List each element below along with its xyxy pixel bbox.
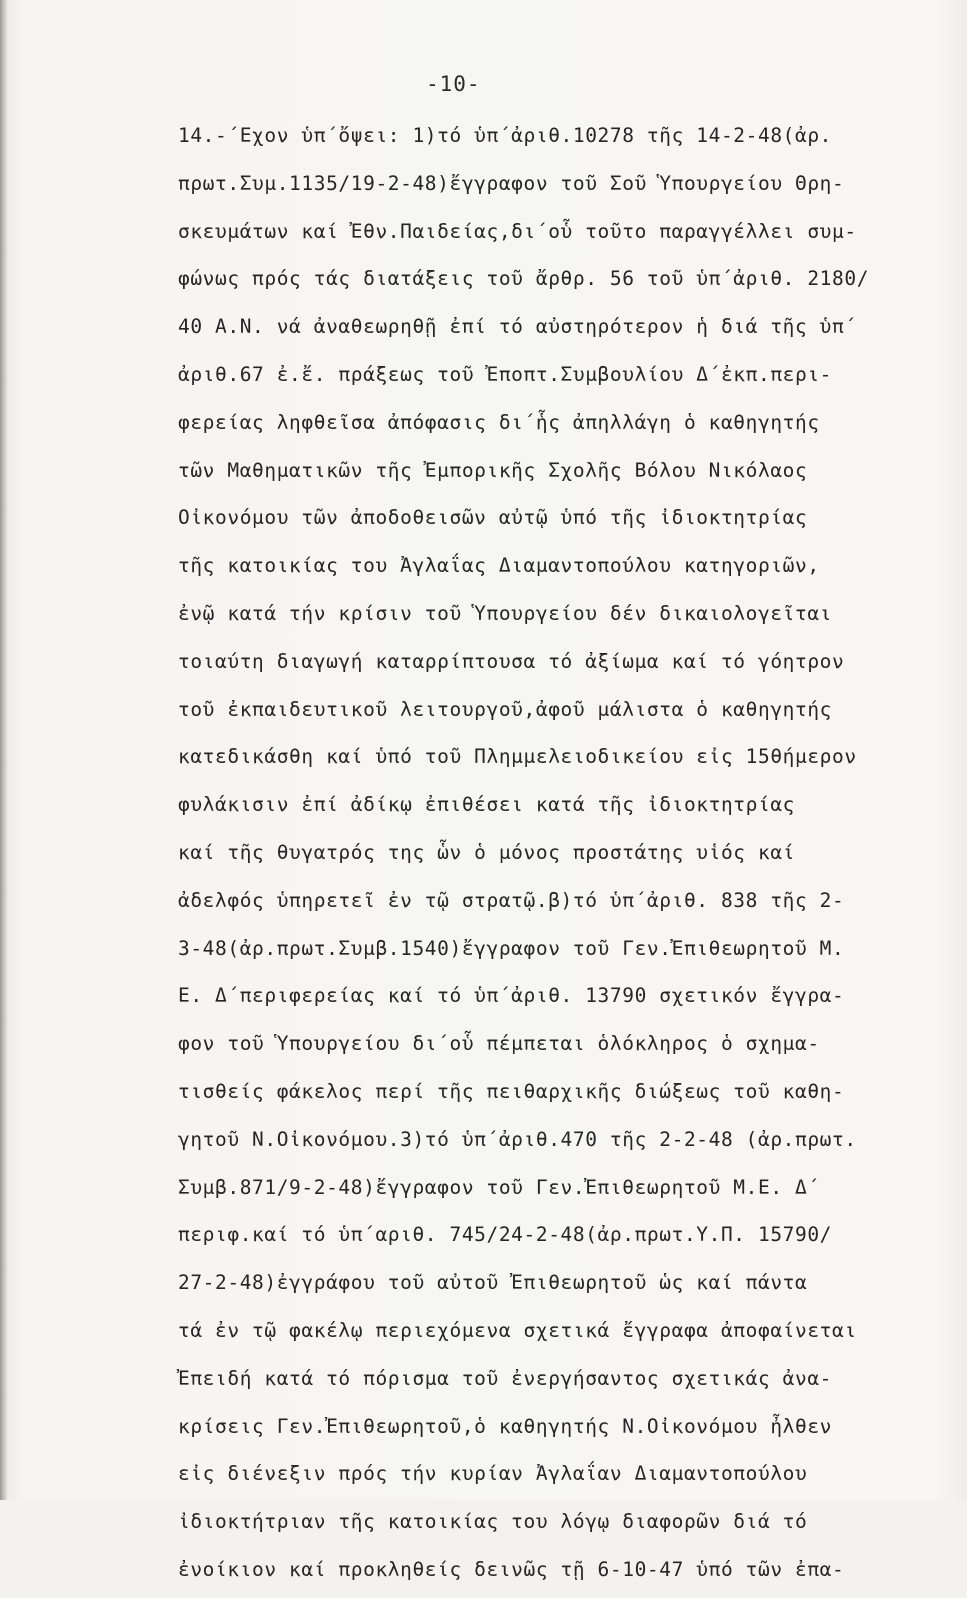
text-line: καί τῆς θυγατρός της ὧν ὁ μόνος προστάτης υἱός καί [178, 840, 795, 864]
text-line: τοιαύτη διαγωγή καταρρίπτουσα τό ἀξίωμα καί τό γόητρον [178, 649, 845, 673]
text-line: εἰς διένεξιν πρός τήν κυρίαν Ἀγλαΐαν Διαμαντοπούλου [178, 1462, 808, 1486]
document-body [178, 116, 918, 1598]
text-line: σκευμάτων καί Ἐθν.Παιδείας,δι΄οὗ τοῦτο παραγγέλλει συμ- [178, 219, 857, 243]
text-line: περιφ.καί τό ὑπ΄αριθ. 745/24-2-48(ἀρ.πρωτ.Υ.Π. 15790/ [178, 1223, 833, 1247]
text-line: ἐνοίκιον καί προκληθείς δεινῶς τῇ 6-10-47 ὑπό τῶν ἐπα- [178, 1557, 845, 1581]
text-line: ἀριθ.67 ἐ.ἔ. πράξεως τοῦ Ἐποπτ.Συμβουλίου Δ΄ἐκπ.περι- [178, 362, 833, 386]
text-line: κατεδικάσθη καί ὑπό τοῦ Πλημμελειοδικείου εἰς 15θήμερον [178, 745, 857, 769]
text-line: φερείας ληφθεῖσα ἀπόφασις δι΄ἧς ἀπηλλάγη ὁ καθηγητής [178, 410, 820, 434]
binding-edge [0, 0, 8, 1500]
text-line: τά ἐν τῷ φακέλῳ περιεχόμενα σχετικά ἔγγραφα ἀποφαίνεται [178, 1318, 857, 1342]
text-line: τοῦ ἐκπαιδευτικοῦ λειτουργοῦ,ἀφοῦ μάλιστα ὁ καθηγητής [178, 697, 833, 721]
text-line: τισθείς φάκελος περί τῆς πειθαρχικῆς διώξεως τοῦ καθη- [178, 1079, 845, 1103]
text-line: κρίσεις Γεν.Ἐπιθεωρητοῦ,ὁ καθηγητής Ν.Οἰκονόμου ἦλθεν [178, 1414, 833, 1438]
text-line: ἰδιοκτήτριαν τῆς κατοικίας του λόγῳ διαφορῶν διά τό [178, 1510, 808, 1534]
text-line: 27-2-48)ἐγγράφου τοῦ αὐτοῦ Ἐπιθεωρητοῦ ὡς καί πάντα [178, 1271, 808, 1295]
text-line: ἀδελφός ὑπηρετεῖ ἐν τῷ στρατῷ.β)τό ὑπ΄ἀριθ. 838 τῆς 2- [178, 888, 845, 912]
text-line: γητοῦ Ν.Οἰκονόμου.3)τό ὑπ΄ἀριθ.470 τῆς 2-2-48 (ἀρ.πρωτ. [178, 1127, 857, 1151]
text-line: Συμβ.871/9-2-48)ἔγγραφον τοῦ Γεν.Ἐπιθεωρητοῦ Μ.Ε. Δ΄ [178, 1175, 820, 1199]
text-line: τῆς κατοικίας του Ἀγλαΐας Διαμαντοπούλου κατηγοριῶν, [178, 554, 820, 578]
text-line: φον τοῦ Ὑπουργείου δι΄οὗ πέμπεται ὁλόκληρος ὁ σχημα- [178, 1032, 820, 1056]
text-line: Οἰκονόμου τῶν ἀποδοθεισῶν αὐτῷ ὑπό τῆς ἰδιοκτητρίας [178, 506, 808, 530]
text-line: 3-48(ἀρ.πρωτ.Συμβ.1540)ἔγγραφον τοῦ Γεν.Ἐπιθεωρητοῦ Μ. [178, 936, 845, 960]
text-line: Ε. Δ΄περιφερείας καί τό ὑπ΄ἀριθ. 13790 σχετικόν ἔγγρα- [178, 984, 845, 1008]
text-line: φώνως πρός τάς διατάξεις τοῦ ἄρθρ. 56 τοῦ ὑπ΄ἀριθ. 2180/ [178, 267, 870, 291]
page-number: -10- [426, 72, 481, 96]
text-line: Ἐπειδή κατά τό πόρισμα τοῦ ἐνεργήσαντος σχετικάς ἀνα- [178, 1366, 833, 1390]
text-line: ἐνῷ κατά τήν κρίσιν τοῦ Ὑπουργείου δέν δικαιολογεῖται [178, 601, 833, 625]
text-line: 14.-΄Εχον ὑπ΄ὄψει: 1)τό ὑπ΄ἀριθ.10278 τῆς 14-2-48(ἀρ. [178, 124, 833, 147]
text-line: πρωτ.Συμ.1135/19-2-48)ἔγγραφον τοῦ Σοῦ Ὑπουργείου Θρη- [178, 171, 845, 195]
text-line: φυλάκισιν ἐπί ἀδίκῳ ἐπιθέσει κατά τῆς ἰδιοκτητρίας [178, 793, 795, 817]
text-line: τῶν Μαθηματικῶν τῆς Ἐμπορικῆς Σχολῆς Βόλου Νικόλαος [178, 458, 808, 482]
text-line: 40 Α.Ν. νά ἀναθεωρηθῇ ἐπί τό αὐστηρότερον ἡ διά τῆς ὑπ΄ [178, 315, 857, 339]
